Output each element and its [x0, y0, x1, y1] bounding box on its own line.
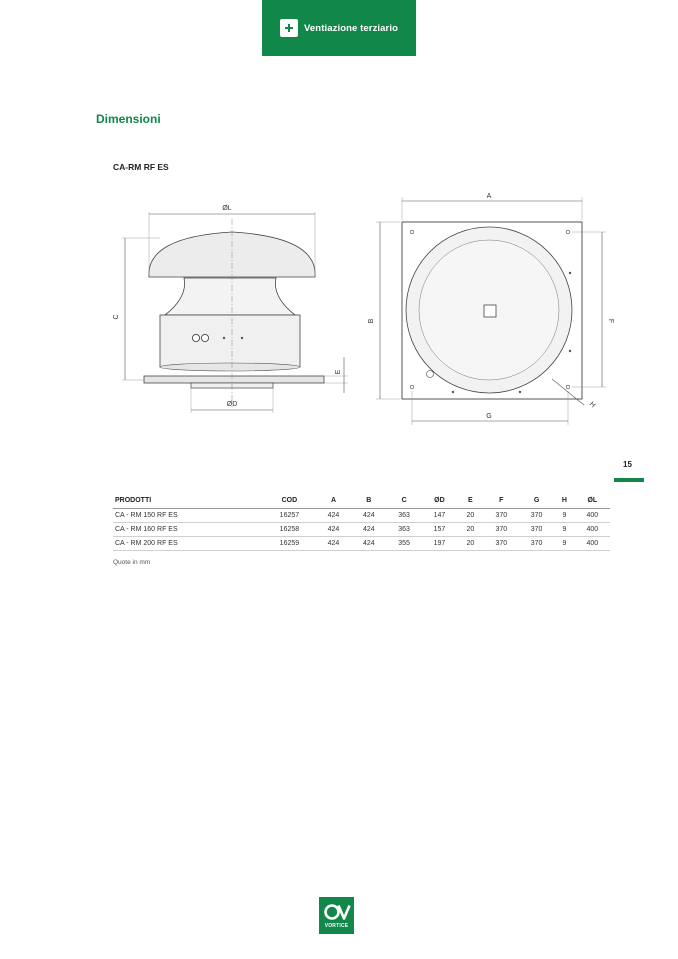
technical-drawing: [100, 185, 614, 430]
cell: 147: [422, 509, 457, 523]
cell: 400: [575, 509, 610, 523]
cell: 363: [386, 509, 421, 523]
col-e: E: [457, 494, 484, 509]
cable-gland: [201, 334, 208, 341]
cell: 370: [519, 523, 554, 537]
side-view-body: [160, 315, 300, 367]
cell: 424: [351, 509, 386, 523]
cell: 197: [422, 537, 457, 551]
cell: 16258: [263, 523, 316, 537]
vortice-logo-icon: [323, 902, 351, 922]
side-view-neck: [165, 278, 295, 315]
cell: 9: [554, 537, 574, 551]
table-row: [113, 537, 610, 551]
page-number: 15: [623, 460, 632, 469]
cell: 16257: [263, 509, 316, 523]
col-c: C: [386, 494, 421, 509]
col-ol: ØL: [575, 494, 610, 509]
col-a: A: [316, 494, 351, 509]
logo-text: VORTICE: [324, 923, 349, 929]
cell: 9: [554, 523, 574, 537]
cable-gland: [192, 334, 199, 341]
dim-label-e: E: [335, 369, 342, 375]
cell: 400: [575, 537, 610, 551]
cell: 424: [316, 523, 351, 537]
cell: 9: [554, 509, 574, 523]
cell: 370: [484, 537, 519, 551]
section-title: Dimensioni: [96, 112, 161, 126]
cell: 20: [457, 509, 484, 523]
table-row: [113, 523, 610, 537]
side-view-base: [144, 376, 324, 383]
medical-cross-icon: [280, 19, 298, 37]
cell: 370: [484, 509, 519, 523]
dimensions-table: [113, 494, 610, 551]
cell: 370: [519, 537, 554, 551]
dim-label-c: C: [113, 314, 120, 320]
cell: 424: [316, 537, 351, 551]
cell: 20: [457, 523, 484, 537]
cell: 370: [519, 509, 554, 523]
table-header-row: [113, 494, 610, 509]
cell: 424: [316, 509, 351, 523]
cell: 355: [386, 537, 421, 551]
dim-label-od: ØD: [226, 401, 238, 408]
dim-label-a: A: [486, 193, 492, 200]
dim-label-h: H: [587, 400, 597, 410]
col-prodotti: PRODOTTI: [113, 494, 263, 509]
cell-product: CA - RM 150 RF ES: [113, 509, 263, 523]
dim-label-ol: ØL: [222, 205, 232, 212]
cell: 16259: [263, 537, 316, 551]
dim-label-f: F: [607, 318, 614, 324]
cell: 424: [351, 537, 386, 551]
cell: 20: [457, 537, 484, 551]
page-marker: [614, 478, 644, 482]
cell-product: CA - RM 160 RF ES: [113, 523, 263, 537]
col-h: H: [554, 494, 574, 509]
table-row: [113, 509, 610, 523]
col-od: ØD: [422, 494, 457, 509]
col-g: G: [519, 494, 554, 509]
model-title: CA-RM RF ES: [113, 162, 169, 172]
col-f: F: [484, 494, 519, 509]
dim-label-g: G: [486, 413, 492, 420]
top-view-motor-square: [484, 305, 496, 317]
vortice-logo: [319, 897, 354, 934]
dim-label-b: B: [368, 318, 375, 324]
cell: 400: [575, 523, 610, 537]
header-tab: [262, 0, 416, 56]
col-b: B: [351, 494, 386, 509]
cell: 370: [484, 523, 519, 537]
units-note: Quote in mm: [113, 559, 151, 566]
cell-product: CA - RM 200 RF ES: [113, 537, 263, 551]
col-cod: COD: [263, 494, 316, 509]
cell: 157: [422, 523, 457, 537]
header-title: Ventiazione terziario: [304, 22, 398, 34]
cell: 424: [351, 523, 386, 537]
cell: 363: [386, 523, 421, 537]
